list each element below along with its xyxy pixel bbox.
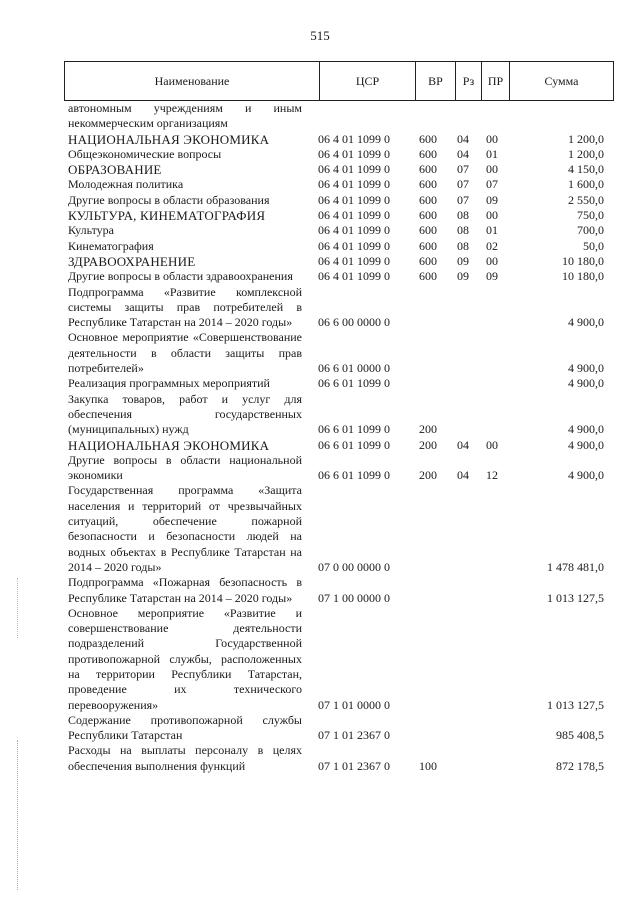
row-name: НАЦИОНАЛЬНАЯ ЭКОНОМИКА: [68, 437, 270, 453]
row-name: Расходы на выплаты персоналу в целях обеспечения выполнения функций: [68, 743, 302, 773]
row-sum: 1 013 127,5: [547, 590, 604, 605]
row-rz: 08: [457, 208, 469, 223]
row-sum: 4 150,0: [568, 162, 604, 177]
row-pr: 01: [486, 223, 498, 238]
row-name: КУЛЬТУРА, КИНЕМАТОГРАФИЯ: [68, 208, 266, 224]
table-row: [64, 438, 614, 453]
row-pr: 00: [486, 253, 498, 268]
row-sum: 985 408,5: [556, 728, 604, 743]
header-vr: ВР: [415, 62, 455, 100]
header-rz: Рз: [455, 62, 481, 100]
row-pr: 12: [486, 468, 498, 483]
budget-table: [64, 61, 614, 774]
row-vr: 600: [419, 269, 437, 284]
row-name: Кинематография: [68, 238, 154, 253]
header-sum: Сумма: [509, 62, 613, 100]
row-vr: 100: [419, 758, 437, 773]
row-name: Культура: [68, 223, 114, 238]
row-sum: 750,0: [577, 208, 604, 223]
row-name: ЗДРАВООХРАНЕНИЕ: [68, 253, 196, 269]
row-vr: 600: [419, 192, 437, 207]
row-sum: 4 900,0: [568, 437, 604, 452]
row-rz: 08: [457, 238, 469, 253]
table-row: [64, 223, 614, 238]
row-pr: 00: [486, 162, 498, 177]
table-row: [64, 330, 614, 376]
row-name: Закупка товаров, работ и услуг для обеспечения государственных (муниципальных) нужд: [68, 391, 302, 437]
row-vr: 600: [419, 177, 437, 192]
table-row: [64, 376, 614, 391]
row-sum: 10 180,0: [562, 253, 604, 268]
table-row: [64, 285, 614, 331]
row-csr: 06 4 01 1099 0: [318, 146, 390, 161]
table-row: [64, 483, 614, 575]
row-pr: 02: [486, 238, 498, 253]
row-vr: 200: [419, 437, 437, 452]
row-csr: 06 6 01 1099 0: [318, 376, 390, 391]
row-sum: 10 180,0: [562, 269, 604, 284]
row-pr: 00: [486, 131, 498, 146]
row-rz: 07: [457, 177, 469, 192]
table-row: [64, 162, 614, 177]
row-sum: 4 900,0: [568, 376, 604, 391]
row-csr: 06 6 01 1099 0: [318, 468, 390, 483]
row-sum: 1 478 481,0: [547, 559, 604, 574]
row-name: Государственная программа «Защита населения и территорий от чрезвычайных ситуаций, обеспечение пожарной безопасности и безопасности людей на водных объектах в Республике Татарстан на 2014 – 2020 годы»: [68, 483, 302, 574]
row-sum: 1 013 127,5: [547, 697, 604, 712]
row-csr: 06 4 01 1099 0: [318, 177, 390, 192]
row-csr: 06 6 01 1099 0: [318, 422, 390, 437]
row-vr: 600: [419, 223, 437, 238]
row-vr: 600: [419, 162, 437, 177]
row-name: Другие вопросы в области здравоохранения: [68, 269, 293, 284]
row-rz: 04: [457, 146, 469, 161]
table-row: [64, 132, 614, 147]
row-name: Содержание противопожарной службы Республики Татарстан: [68, 712, 302, 743]
row-name: Другие вопросы в области национальной экономики: [68, 452, 302, 483]
page-number: 515: [310, 28, 330, 43]
row-sum: 4 900,0: [568, 361, 604, 376]
row-pr: 09: [486, 192, 498, 207]
row-sum: 700,0: [577, 223, 604, 238]
table-row: [64, 193, 614, 208]
row-vr: 200: [419, 422, 437, 437]
table-row: [64, 177, 614, 192]
row-name: ОБРАЗОВАНИЕ: [68, 162, 162, 178]
row-csr: 06 4 01 1099 0: [318, 253, 390, 268]
row-sum: 1 600,0: [568, 177, 604, 192]
row-name: Молодежная политика: [68, 177, 184, 192]
table-body: [64, 101, 614, 774]
row-rz: 07: [457, 162, 469, 177]
row-csr: 06 4 01 1099 0: [318, 238, 390, 253]
row-sum: 2 550,0: [568, 192, 604, 207]
table-row: [64, 254, 614, 269]
row-csr: 06 6 01 0000 0: [318, 361, 390, 376]
row-pr: 07: [486, 177, 498, 192]
row-csr: 06 4 01 1099 0: [318, 269, 390, 284]
row-csr: 06 4 01 1099 0: [318, 192, 390, 207]
table-row: [64, 147, 614, 162]
row-rz: 07: [457, 192, 469, 207]
row-name: автономным учреждениям и иным некоммерческим организациям: [68, 101, 302, 131]
table-row: [64, 208, 614, 223]
row-name: Другие вопросы в области образования: [68, 192, 270, 207]
row-pr: 09: [486, 269, 498, 284]
row-vr: 600: [419, 208, 437, 223]
table-row: [64, 239, 614, 254]
row-csr: 07 1 00 0000 0: [318, 590, 390, 605]
row-name: Реализация программных мероприятий: [68, 376, 270, 391]
row-name: НАЦИОНАЛЬНАЯ ЭКОНОМИКА: [68, 131, 270, 147]
table-row: [64, 453, 614, 484]
row-rz: 04: [457, 437, 469, 452]
row-pr: 00: [486, 437, 498, 452]
header-name: Наименование: [154, 74, 230, 88]
row-name: Подпрограмма «Развитие комплексной системы защиты прав потребителей в Республике Татарстан на 2014 – 2020 годы»: [68, 284, 302, 330]
row-csr: 06 4 01 1099 0: [318, 208, 390, 223]
row-csr: 06 4 01 1099 0: [318, 223, 390, 238]
table-row: [64, 713, 614, 744]
table-row: [64, 575, 614, 606]
row-csr: 06 6 01 1099 0: [318, 437, 390, 452]
row-csr: 06 4 01 1099 0: [318, 131, 390, 146]
row-name: Основное мероприятие «Развитие и совершенствование деятельности подразделений Государственной противопожарной службы, расположенных на территории Республики Татарстан, проведение их технического перевооружения»: [68, 605, 302, 712]
row-sum: 872 178,5: [556, 758, 604, 773]
row-rz: 08: [457, 223, 469, 238]
row-name: Основное мероприятие «Совершенствование деятельности в области защиты прав потребителей»: [68, 330, 302, 376]
row-vr: 600: [419, 238, 437, 253]
table-row: [64, 269, 614, 284]
margin-mark: [17, 740, 21, 890]
table-header: [64, 61, 614, 101]
table-row: [64, 101, 614, 132]
row-csr: 06 4 01 1099 0: [318, 162, 390, 177]
row-vr: 200: [419, 468, 437, 483]
row-csr: 07 0 00 0000 0: [318, 559, 390, 574]
table-row: [64, 392, 614, 438]
header-csr: ЦСР: [319, 62, 415, 100]
row-sum: 4 900,0: [568, 422, 604, 437]
row-vr: 600: [419, 253, 437, 268]
row-vr: 600: [419, 131, 437, 146]
row-rz: 09: [457, 253, 469, 268]
row-pr: 00: [486, 208, 498, 223]
row-sum: 4 900,0: [568, 315, 604, 330]
row-sum: 4 900,0: [568, 468, 604, 483]
row-sum: 1 200,0: [568, 131, 604, 146]
row-rz: 04: [457, 468, 469, 483]
table-row: [64, 606, 614, 713]
row-rz: 04: [457, 131, 469, 146]
row-vr: 600: [419, 146, 437, 161]
row-name: Общеэкономические вопросы: [68, 146, 222, 161]
row-sum: 50,0: [583, 238, 604, 253]
row-csr: 07 1 01 0000 0: [318, 697, 390, 712]
row-rz: 09: [457, 269, 469, 284]
row-name: Подпрограмма «Пожарная безопасность в Республике Татарстан на 2014 – 2020 годы»: [68, 575, 302, 605]
row-csr: 06 6 00 0000 0: [318, 315, 390, 330]
row-sum: 1 200,0: [568, 146, 604, 161]
margin-mark: [17, 578, 21, 638]
row-csr: 07 1 01 2367 0: [318, 728, 390, 743]
row-pr: 01: [486, 146, 498, 161]
table-row: [64, 743, 614, 774]
row-csr: 07 1 01 2367 0: [318, 758, 390, 773]
header-pr: ПР: [481, 62, 509, 100]
